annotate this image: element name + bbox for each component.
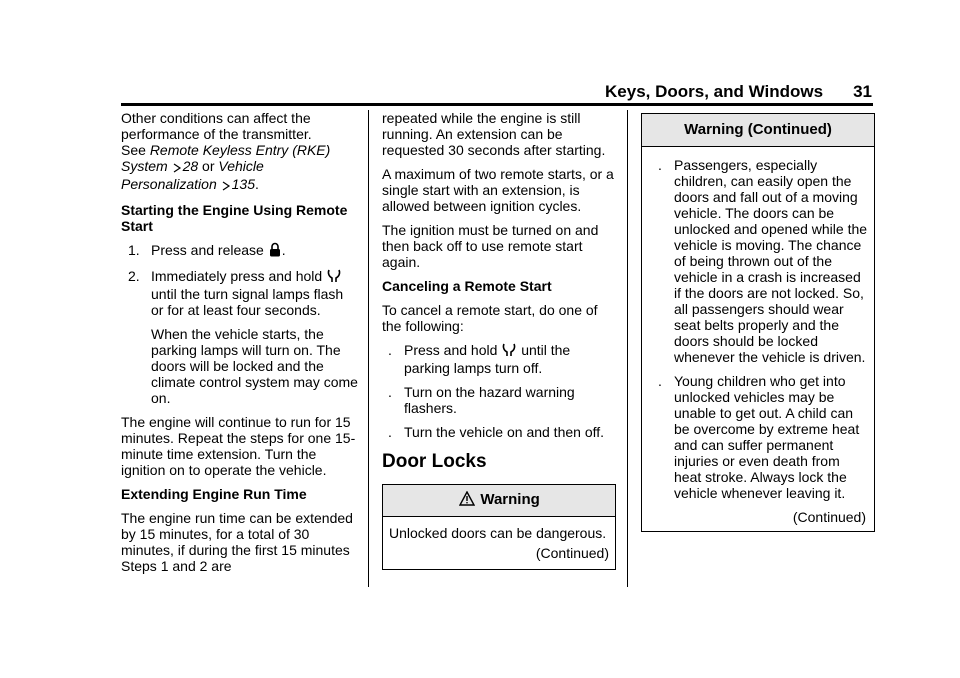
list-item: . Press and hold until the parking lamps turn off. (382, 342, 616, 376)
link-page-28[interactable]: 28 (182, 158, 199, 174)
warning-header (383, 485, 615, 517)
paragraph-extension: The engine run time can be extended by 15 minutes, for a total of 30 minutes, if during the first 15 minutes Steps 1 and 2 are (121, 510, 353, 574)
warning-header: Warning (Continued) (642, 114, 874, 147)
heading-extending: Extending Engine Run Time (121, 486, 307, 502)
page-reference-icon (173, 160, 182, 176)
paragraph-max-starts: A maximum of two remote starts, or a single start with an extension, is allowed between ignition cycles. (382, 166, 614, 214)
step-2: 2. Immediately press and hold until the turn signal lamps flash or for at least four seconds. (121, 268, 359, 318)
section-title-door-locks: Door Locks (382, 451, 487, 472)
paragraph-transmitter: Other conditions can affect the performance of the transmitter. See Remote Keyless Entry (RKE) System 28 or Vehicle Personalization 135. (121, 110, 331, 192)
column-2 (382, 110, 616, 570)
warning-text: Unlocked doors can be dangerous. (389, 525, 607, 541)
page-number: 31 (853, 82, 872, 101)
header-title: Keys, Doors, and Windows (605, 82, 824, 101)
paragraph-ignition: The ignition must be turned on and then back off to use remote start again. (382, 222, 599, 270)
step-1: 1. Press and release . (121, 242, 359, 260)
link-rke-system[interactable]: Remote Keyless Entry (RKE) System (121, 142, 331, 174)
page-header (605, 82, 872, 102)
warning-title: Warning (480, 491, 540, 508)
list-item: . Young children who get into unlocked vehicles may be unable to get out. A child can be overcome by extreme heat and can suffer permanent injuries or even death from heat stroke. Always lock the vehicle whenever leaving it. (648, 373, 868, 501)
remote-start-icon (327, 268, 341, 286)
paragraph-cancel-intro: To cancel a remote start, do one of the following: (382, 302, 598, 334)
list-item: . Turn on the hazard warning flashers. (382, 384, 616, 416)
paragraph-run-time: The engine will continue to run for 15 minutes. Repeat the steps for one 15-minute time extension. Turn the ignition on to operate the vehicle. (121, 414, 356, 478)
column-1 (121, 110, 359, 582)
continued-label: (Continued) (792, 509, 866, 525)
column-divider-1 (368, 110, 369, 587)
header-rule (121, 103, 873, 106)
bullet-marker: . (658, 157, 662, 173)
bullet-marker: . (388, 342, 392, 358)
list-item: . Turn the vehicle on and then off. (382, 424, 616, 440)
bullet-marker: . (388, 384, 392, 400)
warning-triangle-icon (459, 491, 475, 510)
remote-start-icon (502, 342, 516, 360)
step-number: 2. (128, 268, 140, 284)
continued-label: (Continued) (535, 545, 609, 561)
column-divider-2 (627, 110, 628, 587)
link-page-135[interactable]: 135 (231, 176, 255, 192)
bullet-marker: . (658, 373, 662, 389)
warning-box-continued (641, 113, 875, 532)
column-3 (641, 113, 875, 532)
heading-canceling: Canceling a Remote Start (382, 278, 552, 294)
step-number: 1. (128, 242, 140, 258)
lock-icon (269, 242, 281, 260)
page-reference-icon (222, 178, 231, 194)
bullet-marker: . (388, 424, 392, 440)
heading-starting-engine: Starting the Engine Using Remote Start (121, 202, 348, 234)
step-2-detail: When the vehicle starts, the parking lamps will turn on. The doors will be locked and the climate control system may come on. (151, 326, 358, 406)
warning-box (382, 484, 616, 570)
paragraph-extension-cont: repeated while the engine is still running. An extension can be requested 30 seconds after starting. (382, 110, 606, 158)
list-item: . Passengers, especially children, can easily open the doors and fall out of a moving vehicle. The doors can be unlocked and opened while the vehicle is moving. The chance of being thrown out of the vehicle in a crash is increased if the doors are not locked. So, all passengers should wear seat belts properly and the doors should be locked whenever the vehicle is driven. (648, 157, 868, 365)
link-vehicle-personalization[interactable]: Vehicle Personalization (121, 158, 264, 192)
